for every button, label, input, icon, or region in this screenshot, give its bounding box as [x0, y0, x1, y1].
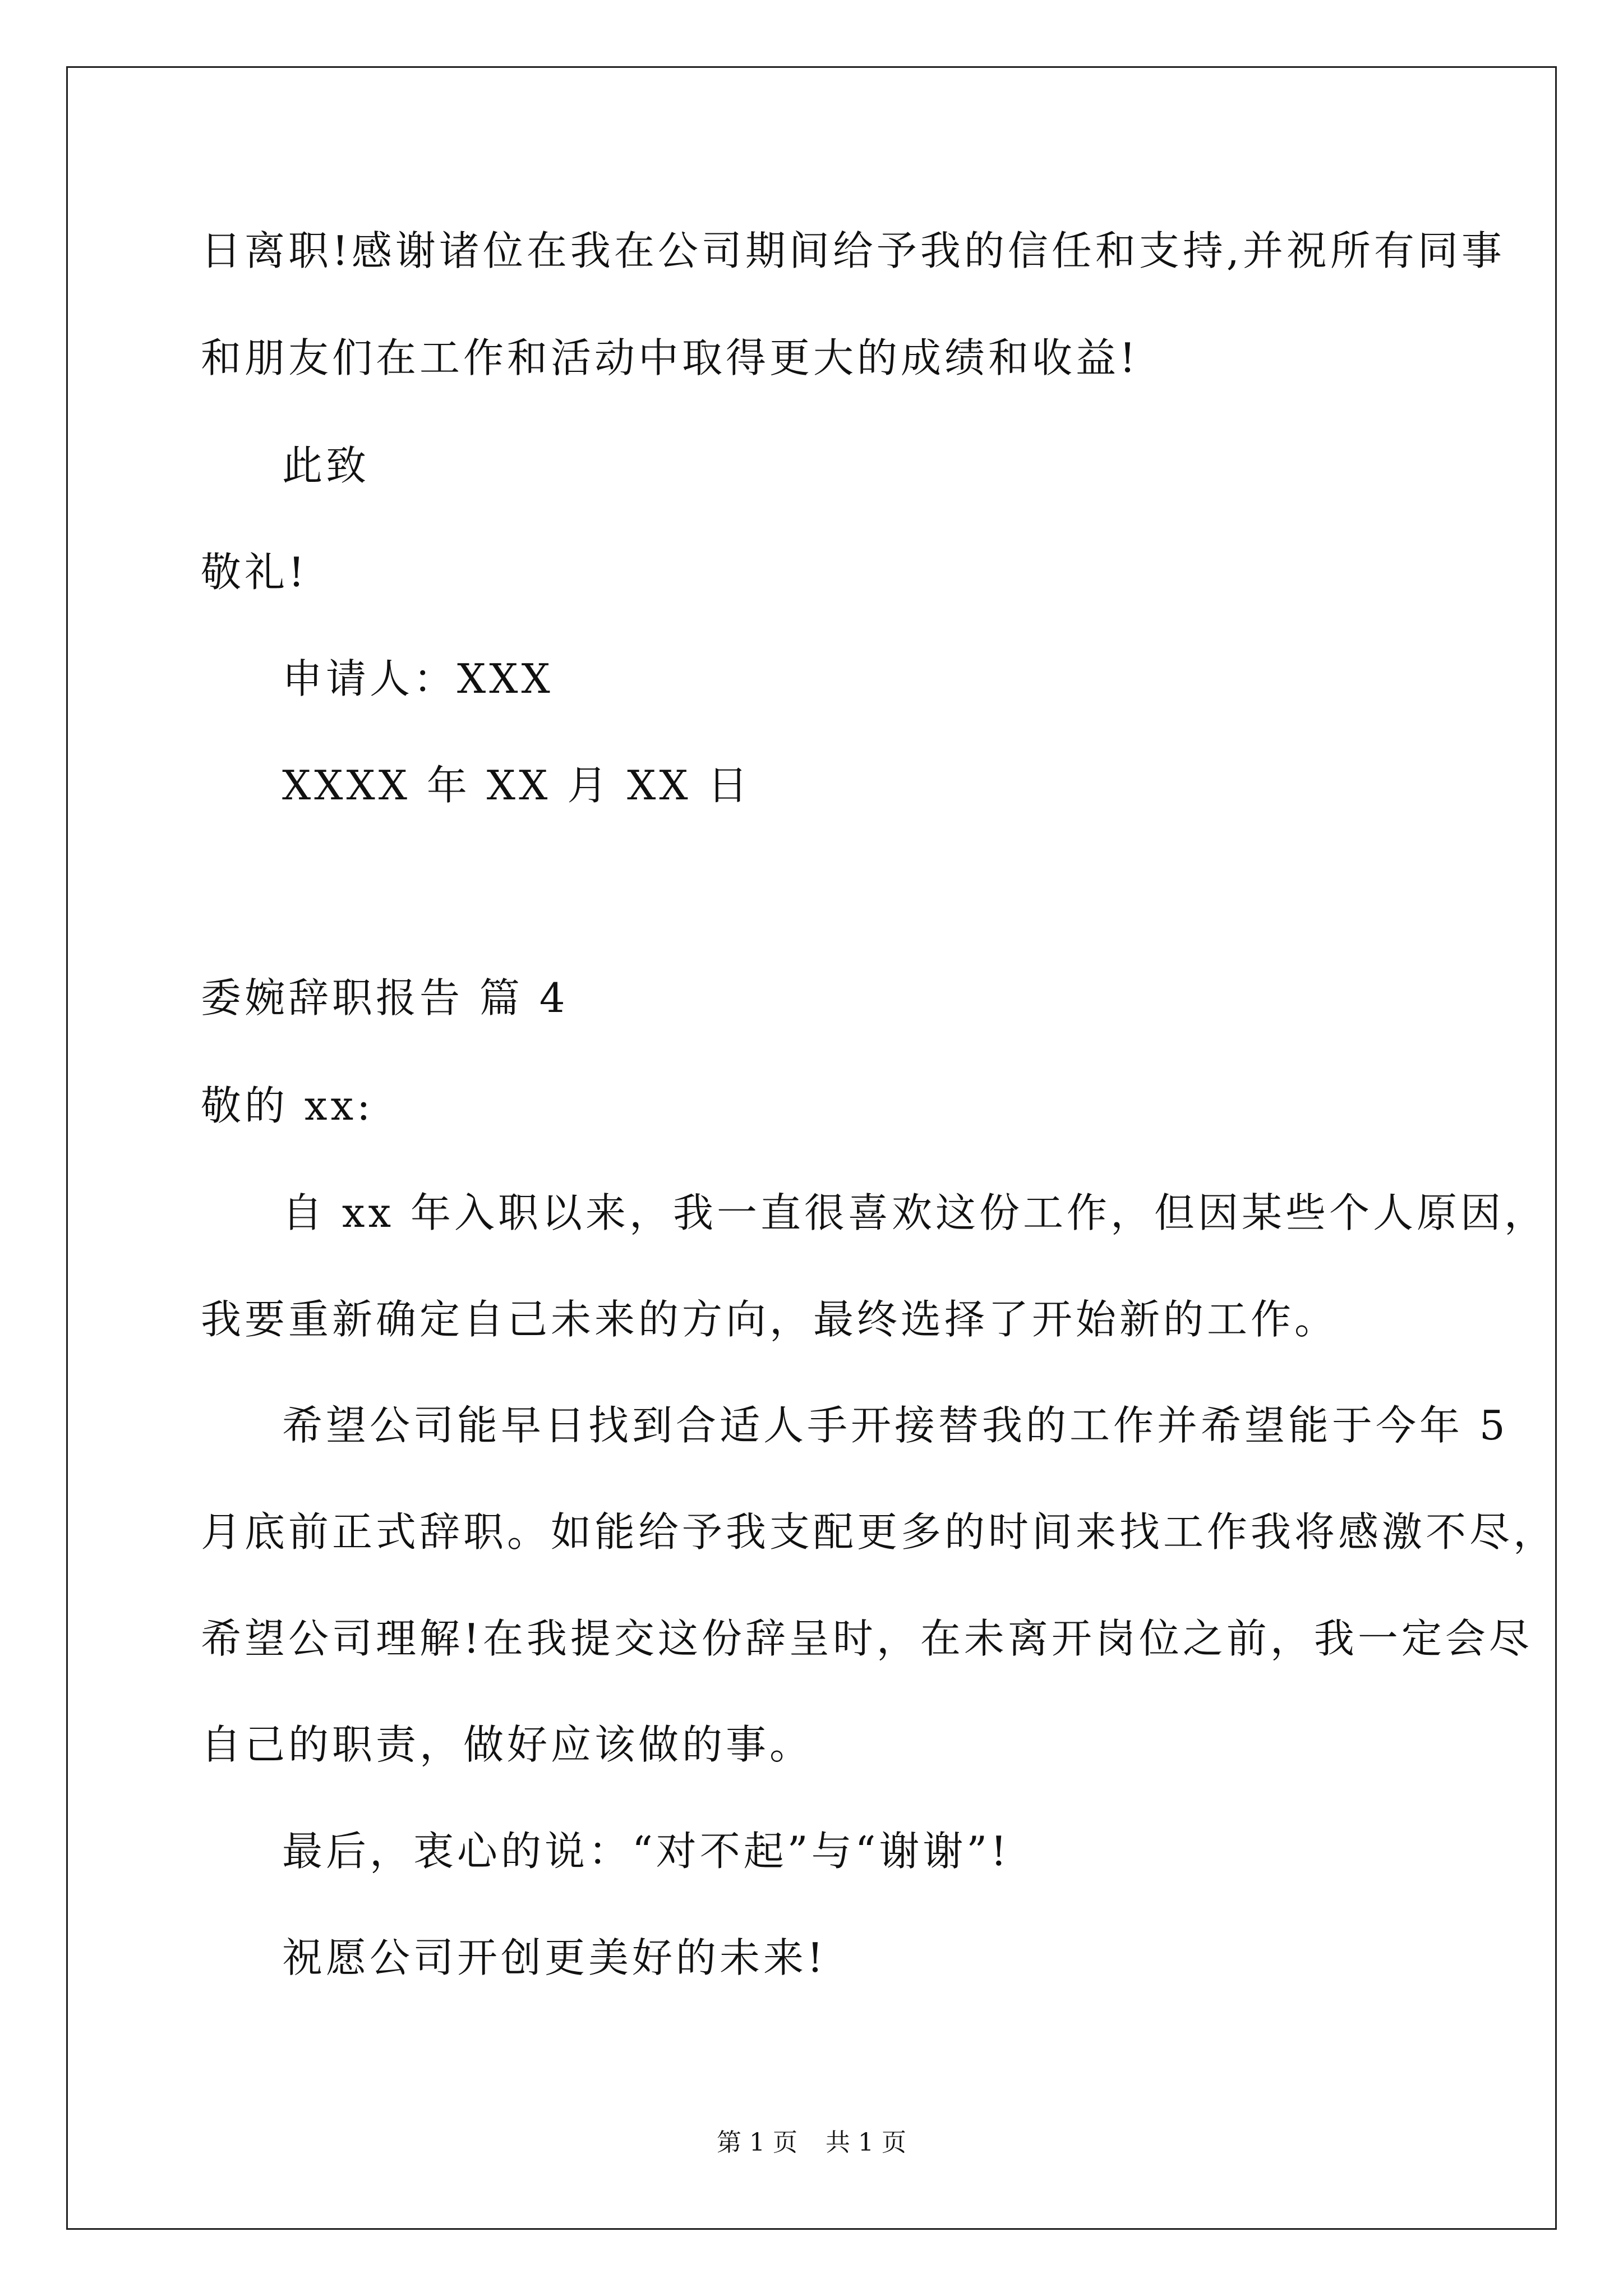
text-line: 自 xx 年入职以来，我一直很喜欢这份工作，但因某些个人原因，	[282, 1189, 1548, 1236]
applicant-line: 申请人：XXX	[282, 655, 554, 702]
text-line: 月底前正式辞职。如能给予我支配更多的时间来找工作我将感激不尽，	[201, 1508, 1557, 1556]
greeting: 敬的 xx:	[201, 1082, 374, 1129]
text-line: 我要重新确定自己未来的方向，最终选择了开始新的工作。	[201, 1296, 1339, 1343]
page-total: 共 1 页	[826, 2128, 906, 2157]
text-line: 最后，衷心的说：“对不起”与“谢谢”!	[282, 1828, 1011, 1875]
text-line: 日离职!感谢诸位在我在公司期间给予我的信任和支持,并祝所有同事	[201, 227, 1505, 274]
section-heading: 委婉辞职报告 篇 4	[201, 974, 569, 1022]
text-line: 希望公司能早日找到合适人手开接替我的工作并希望能于今年 5	[282, 1402, 1509, 1449]
page-number: 第 1 页	[717, 2128, 797, 2157]
page-frame	[66, 66, 1557, 2230]
salutation: 敬礼!	[201, 549, 308, 596]
closing-phrase: 此致	[282, 442, 370, 489]
text-line: 自己的职责，做好应该做的事。	[201, 1721, 814, 1768]
text-line: 希望公司理解!在我提交这份辞呈时，在未离开岗位之前，我一定会尽	[201, 1615, 1533, 1662]
text-line: 祝愿公司开创更美好的未来!	[282, 1934, 827, 1981]
date-line: XXXX 年 XX 月 XX 日	[282, 762, 751, 809]
page-footer	[0, 2126, 1623, 2160]
text-line: 和朋友们在工作和活动中取得更大的成绩和收益!	[201, 334, 1139, 381]
